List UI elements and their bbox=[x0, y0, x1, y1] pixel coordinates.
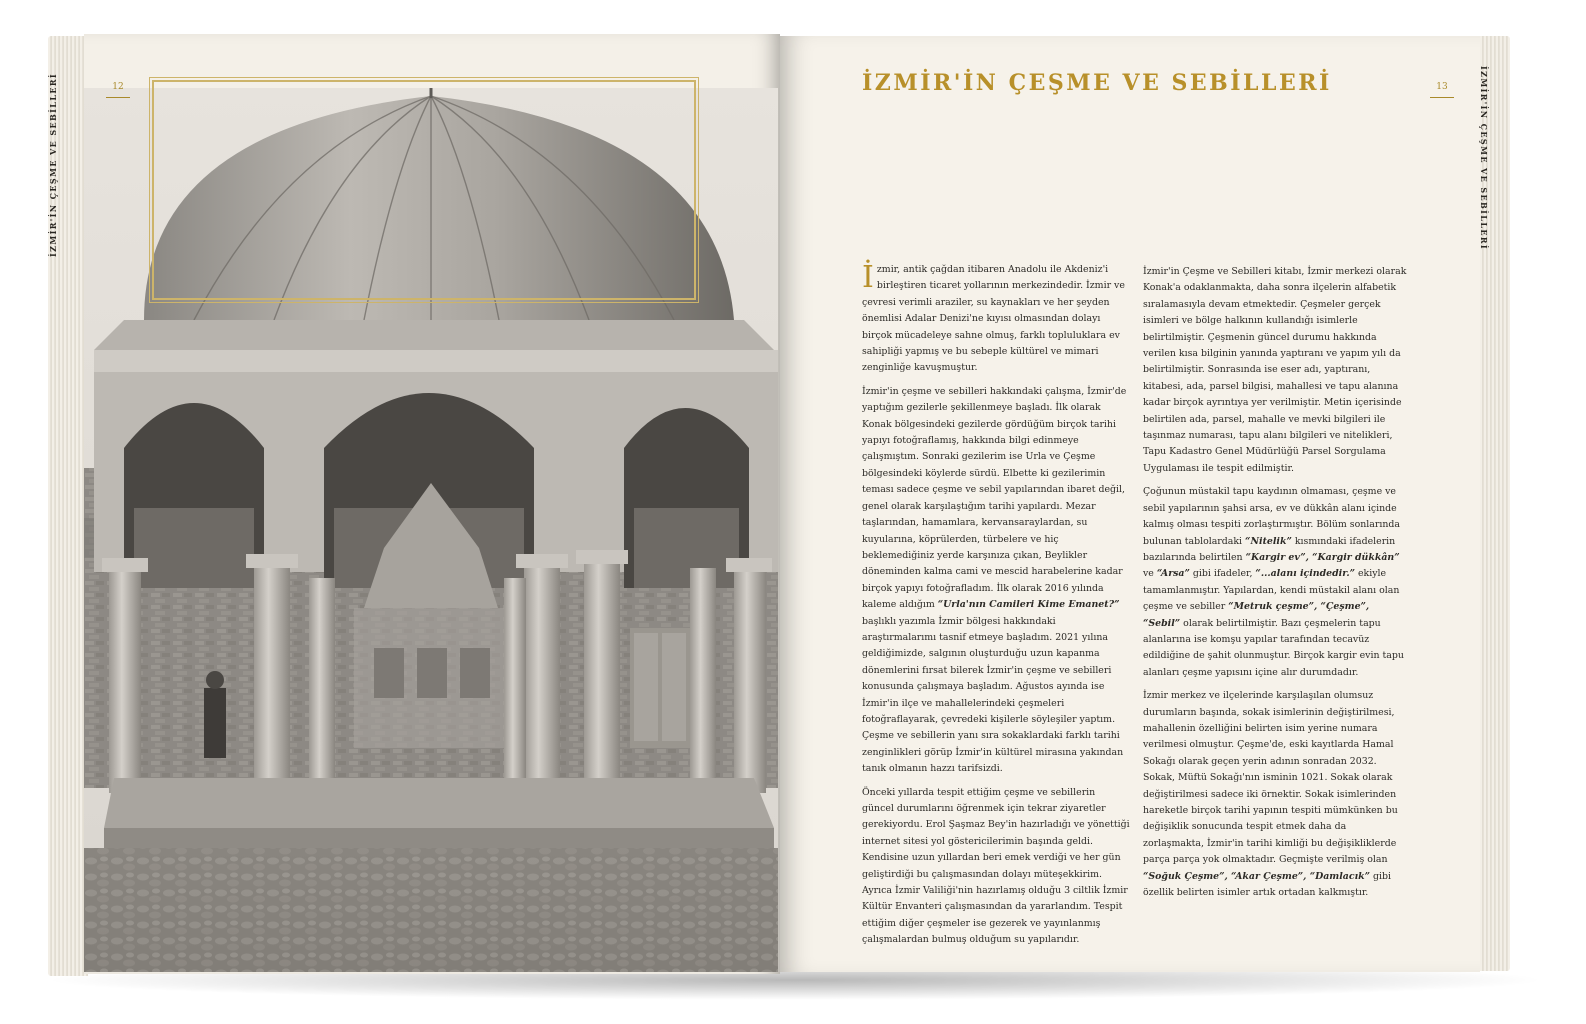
paragraph bbox=[1143, 688, 1407, 901]
paragraph-text: kısmındaki ifadelerin bazılarında belirtilen bbox=[1143, 535, 1396, 563]
paragraph-text: gibi özellik belirten isimler artık ortadan kalkmıştır. bbox=[1143, 870, 1392, 899]
running-head-right: İZMİR'İN ÇEŞME VE SEBİLLERİ bbox=[1479, 65, 1490, 251]
paragraph-text: olarak belirtilmiştir. Bazı çeşmelerin tapu alanlarına ise komşu yapılar tarafından tecavüz edildiğine de şahit olunmuştur. Birçok kargir evin tapu alanları çeşme yapısını içine alır durumdadır. bbox=[1143, 617, 1404, 678]
emphasis-text: “Metruk çeşme”, “Çeşme”, “Sebil” bbox=[1143, 601, 1370, 629]
emphasis-text: “...alanı içindedir.” bbox=[1255, 568, 1355, 580]
paragraph-text: ekiyle tamamlanmıştır. Yapılardan, kendi müstakil alanı olan çeşme ve sebiller bbox=[1143, 568, 1400, 613]
emphasis-text: “Nitelik” bbox=[1245, 535, 1292, 547]
paragraph bbox=[1143, 484, 1407, 681]
decorative-frame bbox=[152, 80, 696, 300]
paragraph-text: Çoğunun müstakil tapu kaydının olmaması, çeşme ve sebil yapılarının şahsi arsa, ev ve dükkân alanı içinde kalmış olması tespiti zorlaştırmıştır. Bölüm sonlarında bulunan tablolardaki bbox=[1143, 486, 1400, 547]
text-column-left bbox=[862, 262, 1130, 956]
emphasis-text: “Kargir ev”, “Kargir dükkân” bbox=[1245, 551, 1400, 563]
paragraph-text: ve bbox=[1143, 568, 1157, 580]
paragraph bbox=[862, 785, 1130, 949]
paragraph bbox=[862, 262, 1130, 377]
drop-cap: İ bbox=[862, 260, 874, 295]
chapter-title: İZMİR'İN ÇEŞME VE SEBİLLERİ bbox=[862, 70, 1332, 96]
paragraph-text: İzmir'in Çeşme ve Sebilleri kitabı, İzmir merkezi olarak Konak'a odaklanmakta, daha sonra ilçelerin alfabetik sıralamasıyla devam etmektedir. Çeşmeler gerçek isimleri ve bölge halkının kullandığı isimlerle belirtilmiştir. Çeşmenin güncel durumu hakkında verilen kısa bilginin yanında yaptıranı ve yapım yılı da belirtilmiştir. Sonrasında ise eser adı, yaptıranı, kitabesi, ada, parsel bilgisi, mahallesi ve tapu alanına kadar birçok ayrıntıya yer verilmiştir. Metin içerisinde belirtilen ada, parsel, mahalle ve mevki bilgileri ile taşınmaz numarası, tapu alanı bilgileri ve nitelikleri, Tapu Kadastro Genel Müdürlüğü Parsel Sorgulama Uygulaması ile tespit edilmiştir. bbox=[1143, 266, 1407, 474]
emphasis-text: “Soğuk Çeşme”, “Akar Çeşme”, “Damlacık” bbox=[1143, 870, 1371, 882]
paragraph-text: Önceki yıllarda tespit ettiğim çeşme ve sebillerin güncel durumlarını öğrenmek için tekrar ziyaretler gerekiyordu. Erol Şaşmaz Bey'in hazırladığı ve yönettiği internet sitesi yol göstericilerimin başında geldi. Kendisine uzun yıllardan beri emek verdiği ve her gün geliştirdiği bu çalışmasından dolayı müteşekkirim. Ayrıca İzmir Valiliği'nin hazırlamış olduğu 3 ciltlik İzmir Kültür Envanteri çalışmasından da yararlandım. Tespit ettiğim diğer çeşmeler ise gezerek ve yayınlanmış çalışmalardan bulmuş olduğum su yapılarıdır. bbox=[862, 786, 1130, 946]
text-column-right bbox=[1143, 264, 1407, 908]
running-head-left: İZMİR'İN ÇEŞME VE SEBİLLERİ bbox=[48, 72, 59, 258]
page-number-left: 12 bbox=[106, 82, 130, 98]
paragraph-text: gibi ifadeler, bbox=[1189, 568, 1256, 580]
paragraph bbox=[862, 384, 1130, 778]
paragraph-text: İzmir'in çeşme ve sebilleri hakkındaki çalışma, İzmir'de yaptığım gezilerle şekillenmeye başladı. İlk olarak Konak bölgesindeki gezilerde gördüğüm birçok tarihi yapıyı fotoğraflamış, hakkında bilgi edinmeye çalışmıştım. Sonraki gezilerim ise Urla ve Çeşme bölgesindeki köylerde sürdü. Elbette ki gezilerimin teması sadece çeşme ve sebil yapılarından ibaret değil, genel olarak karşılaştığım tarihi yapılardı. Mezar taşlarından, hamamlara, kervansaraylardan, su kuyularına, köprülerden, türbelere ve hiç beklemediğiniz yerde karşınıza çıkan, Beylikler döneminden kalma cami ve mescid harabelerine kadar birçok yapıyı fotoğrafladım. İlk olarak 2016 yılında kaleme aldığım bbox=[862, 385, 1127, 611]
page-number-right: 13 bbox=[1430, 82, 1454, 98]
emphasis-text: “Arsa” bbox=[1156, 568, 1190, 580]
paragraph-text: İzmir merkez ve ilçelerinde karşılaşılan olumsuz durumların başında, sokak isimlerinin değiştirilmesi, mahallenin özelliğini belirten isim yerine numara verilmesi olmuştur. Çeşme'de, eski kayıtlarda Hamal Sokağı olarak geçen yerin adının sonradan 2032. Sokak, Müftü Sokağı'nın isminin 1021. Sokak olarak değiştirilmesi sadece iki örnektir. Sokak isimlerinden hareketle birçok tarihi yapının tespiti mümkünken bu değişiklik sonucunda tespit etmek daha da zorlaşmakta, İzmir'in tarihi kimliği bu değişikliklerde parça parça yok olmaktadır. Geçmişte verilmiş olan bbox=[1143, 690, 1398, 866]
paragraph bbox=[1143, 264, 1407, 477]
emphasis-text: “Urla'nın Camileri Kime Emanet?” bbox=[937, 599, 1120, 611]
paragraph-text: zmir, antik çağdan itibaren Anadolu ile Akdeniz'i birleştiren ticaret yollarının merkezindedir. İzmir ve çevresi verimli araziler, su kaynakları ve her şeyden önemlisi Adalar Denizi'ne kıyısı olmasından dolayı birçok mücadeleye sahne olmuş, farklı topluluklara ev sahipliği yapmış ve bu sebeple kültürel ve mimari zenginliğe kavuşmuştur. bbox=[862, 264, 1125, 374]
paragraph-text: başlıklı yazımla İzmir bölgesi hakkındaki araştırmalarımı tasnif etmeye başladım. 2021 yılına geldiğimizde, salgının oluşturduğu uzun kapanma dönemlerini fırsat bilerek İzmir'in çeşme ve sebilleri konusunda çalışmaya başladım. Ağustos ayında ise İzmir'in ilçe ve mahallelerindeki çeşmeleri fotoğraflayarak, çevredeki kişilerle söyleşiler yaptım. Çeşme ve sebillerin yanı sıra sokaklardaki farklı tarihi zenginlikleri görüp İzmir'in kültürel mirasına yakından tanık olmanın hazzı tarifsizdi. bbox=[862, 615, 1124, 775]
